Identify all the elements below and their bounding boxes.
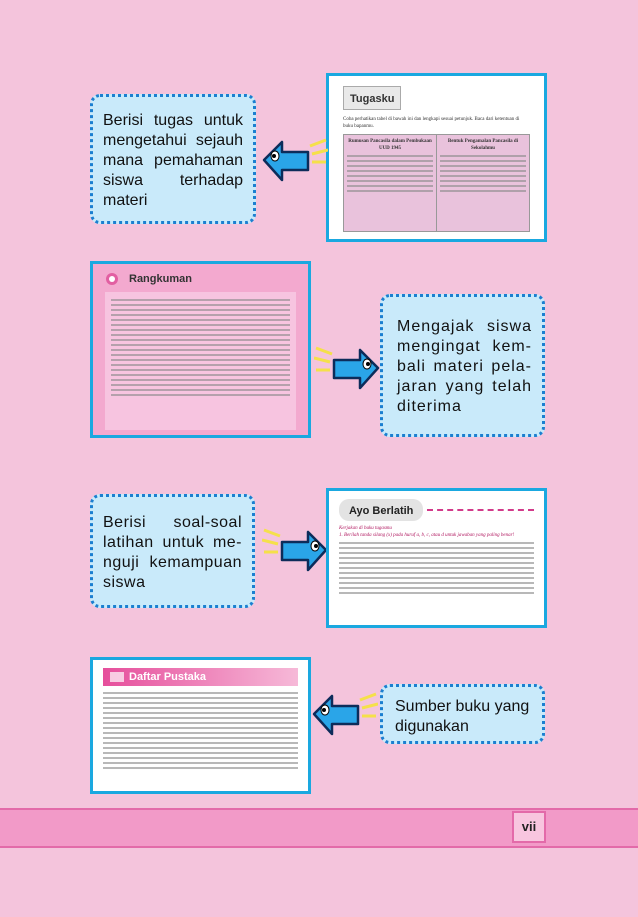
callout-latihan [90,494,255,608]
book-icon [109,671,125,683]
page-number: vii [512,811,546,843]
ayo-berlatih-rule [427,509,534,511]
arrow-right-icon [314,346,380,392]
tugasku-thumbnail [326,73,547,242]
ayo-berlatih-header [339,499,534,521]
callout-pustaka-text: Sumber buku yang digunakan [395,698,530,735]
tugasku-intro: Coba perhatikan tabel di bawah ini dan lengkapi sesuai petunjuk. Baca dari ketentuan di buku bapanmu. [343,117,520,129]
daftar-pustaka-thumbnail [90,657,311,794]
tugasku-title: Tugasku [350,93,395,105]
rangkuman-thumbnail [90,261,311,438]
daftar-pustaka-header [103,668,298,686]
tugasku-col2 [437,135,529,231]
ayo-berlatih-title: Ayo Berlatih [349,505,414,517]
callout-pustaka [380,684,545,744]
ayo-berlatih-item1: 1. Berilah tanda silang (x) pada huruf a, b, c, atau d untuk jawaban yang paling benar! [339,533,515,538]
arrow-left-icon [312,692,378,738]
tugasku-header [343,86,401,110]
arrow-left-icon [262,138,328,184]
rangkuman-title: Rangkuman [129,273,192,285]
rangkuman-body [105,292,296,430]
flower-icon [105,272,125,286]
callout-tugas [90,94,256,224]
tugasku-table [343,134,530,232]
callout-rangkuman [380,294,545,437]
ayo-berlatih-thumbnail [326,488,547,628]
ayo-berlatih-title-pill [339,499,423,521]
daftar-pustaka-title: Daftar Pustaka [129,671,207,683]
callout-rangkuman-text: Mengajak siswa mengingat kem-bali materi pela-jaran yang telah diterima [397,318,532,415]
tugasku-col1 [344,135,437,231]
arrow-right-icon [262,528,328,574]
callout-tugas-text: Berisi tugas untuk mengetahui sejauh mana pemahaman siswa terhadap materi [103,112,243,209]
tugasku-col2-header: Bentuk Pengamalan Pancasila di Sekolahmu [447,139,519,151]
tugasku-col1-header: Rumusan Pancasila dalam Pembukaan UUD 1945 [348,139,432,151]
rangkuman-header [105,272,296,286]
callout-latihan-text: Berisi soal-soal latihan untuk me-nguji kemampuan siswa [103,514,242,591]
ayo-berlatih-instruction: Kerjakan di buku tugasmu [339,526,392,531]
